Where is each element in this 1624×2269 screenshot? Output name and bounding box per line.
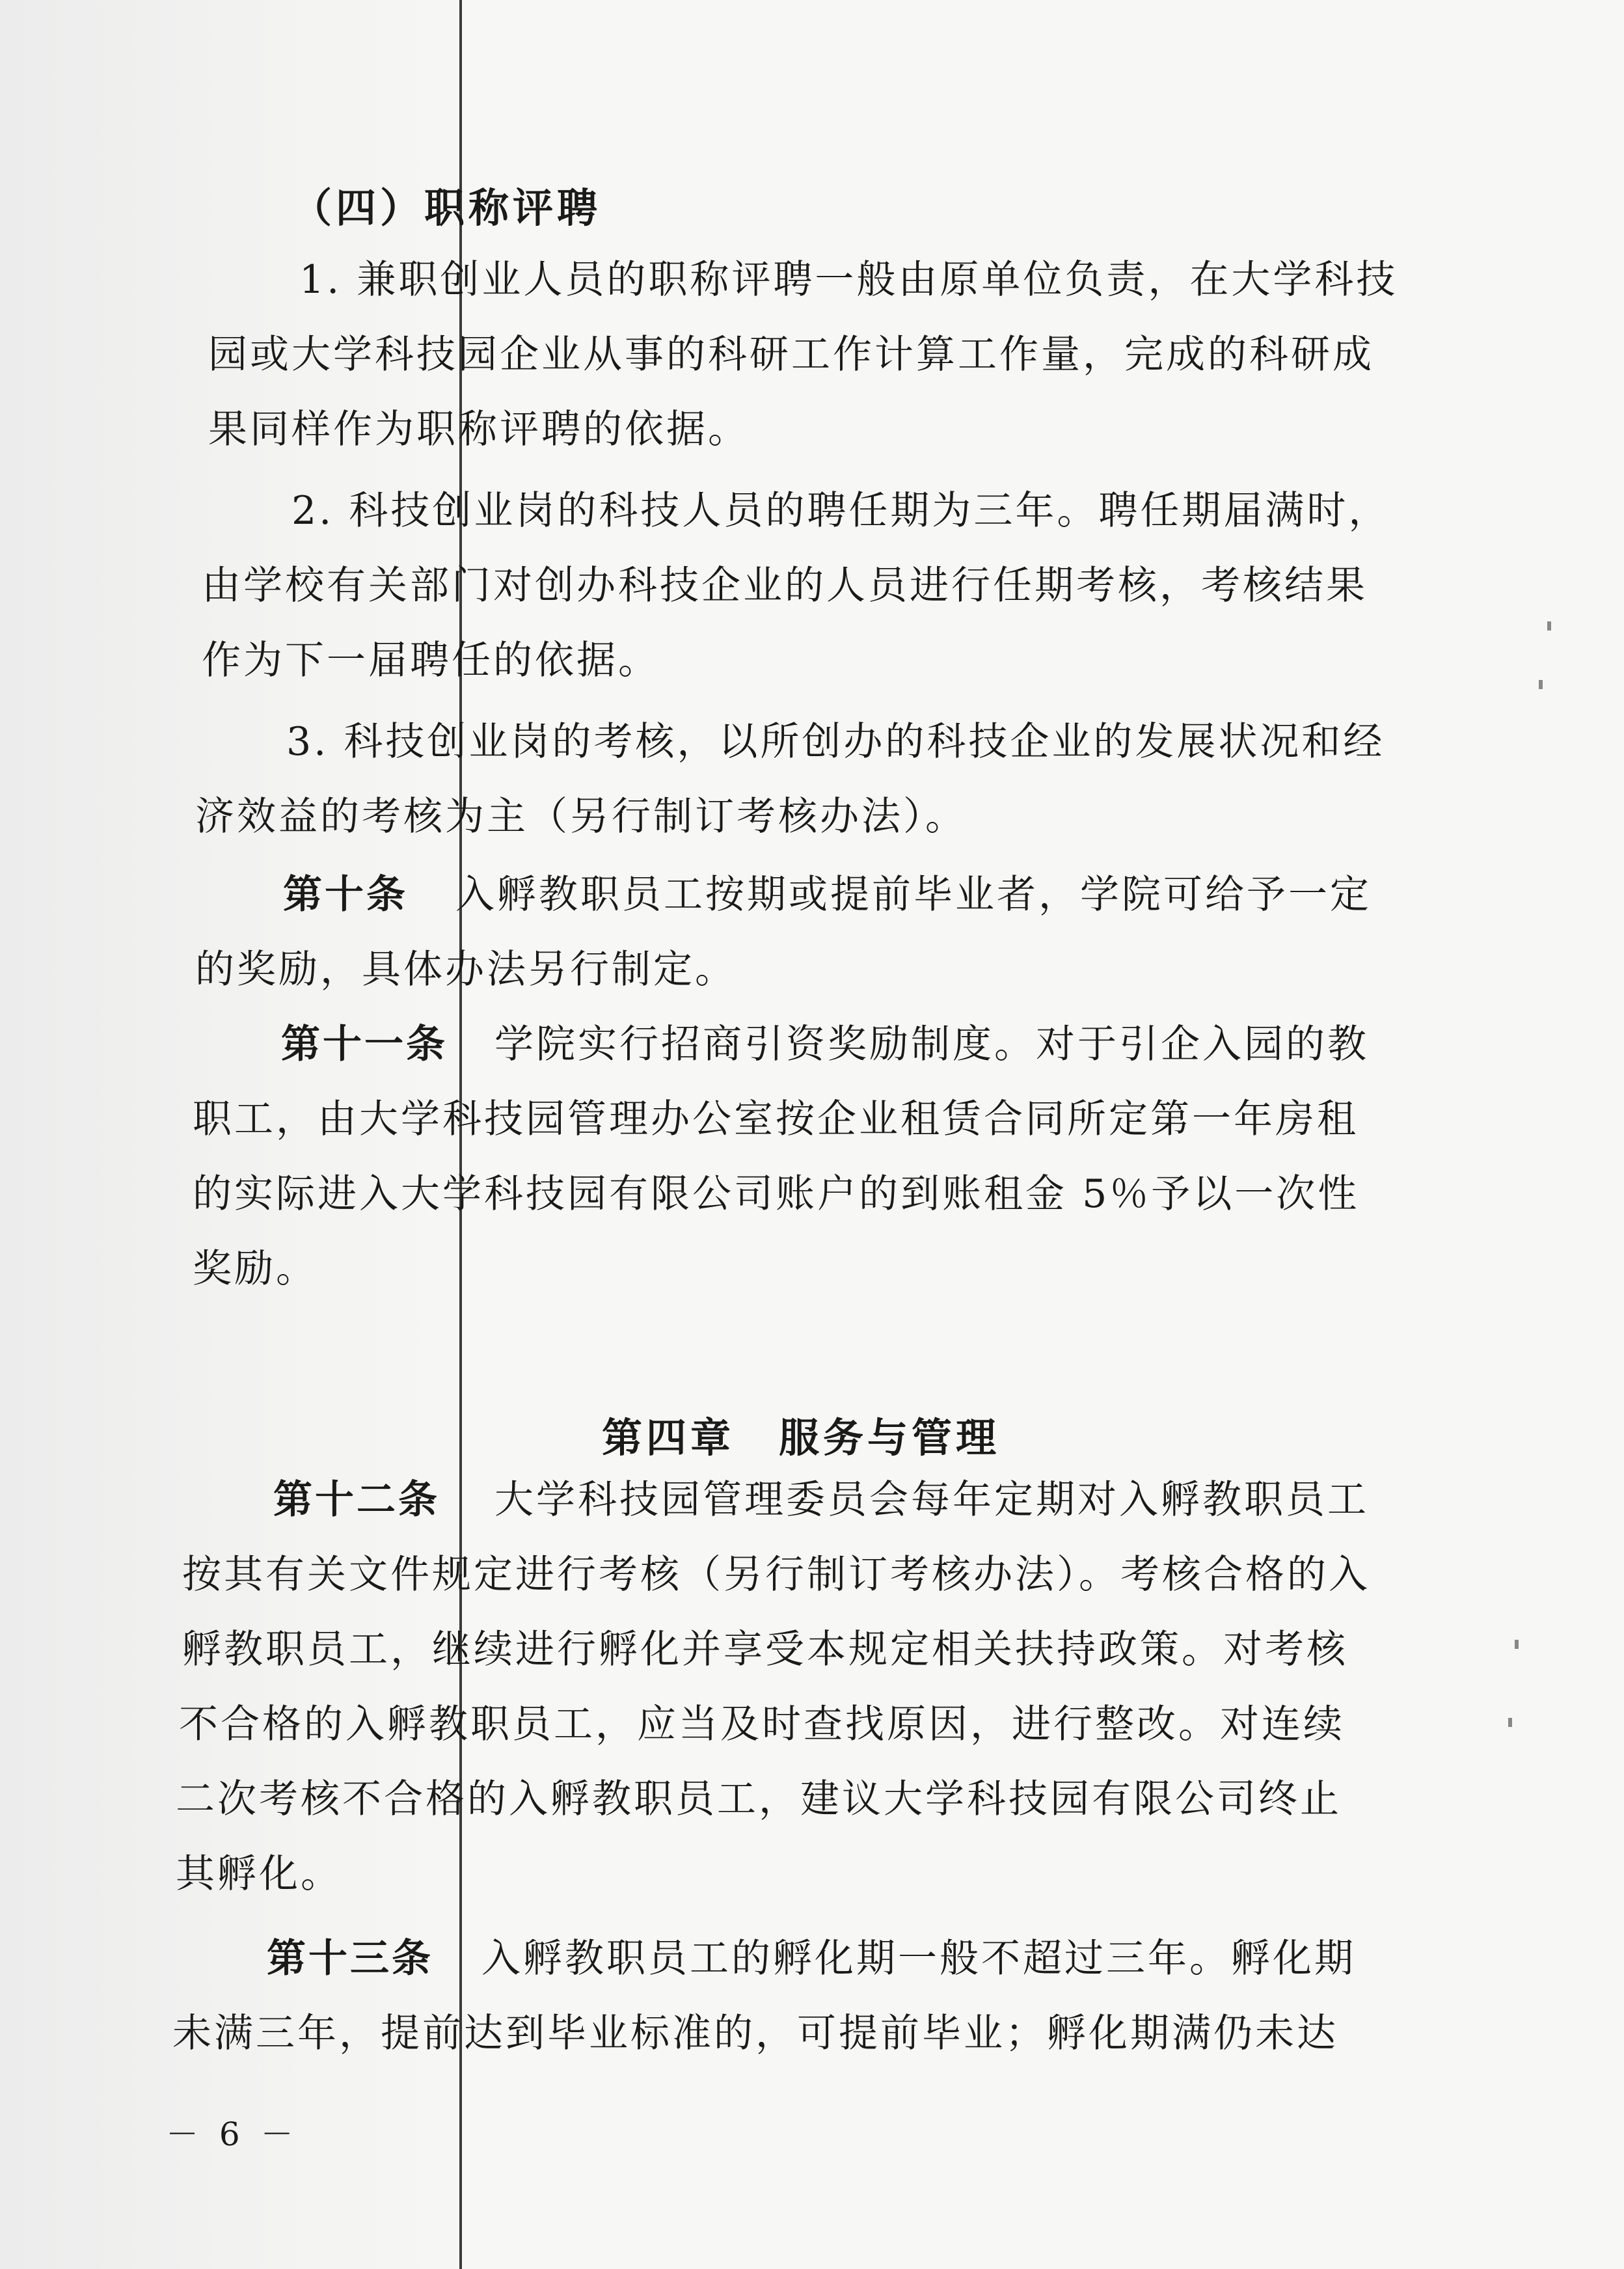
article-10-line-1: 入孵教职员工按期或提前毕业者，学院可给予一定 bbox=[455, 872, 1372, 917]
item-1-line-2: 园或大学科技园企业从事的科研工作计算工作量，完成的科研成 bbox=[208, 332, 1374, 377]
scan-speck bbox=[1508, 1718, 1512, 1727]
section-heading: （四）职称评聘 bbox=[291, 184, 602, 232]
article-12-label: 第十二条 bbox=[273, 1477, 440, 1523]
article-10-line-2: 的奖励，具体办法另行制定。 bbox=[195, 947, 737, 992]
scan-speck bbox=[1515, 1640, 1519, 1649]
article-13-line-1: 入孵教职员工的孵化期一般不超过三年。孵化期 bbox=[481, 1936, 1356, 1981]
item-3-line-1: 3. 科技创业岗的考核，以所创办的科技企业的发展状况和经 bbox=[286, 719, 1385, 765]
scan-speck bbox=[1547, 621, 1551, 631]
scan-speck bbox=[1539, 680, 1543, 689]
item-2-line-2: 由学校有关部门对创办科技企业的人员进行任期考核，考核结果 bbox=[202, 563, 1368, 608]
article-10-label: 第十条 bbox=[283, 872, 408, 917]
article-13-line-2: 未满三年，提前达到毕业标准的，可提前毕业；孵化期满仍未达 bbox=[172, 2011, 1338, 2056]
article-13-label: 第十三条 bbox=[267, 1936, 433, 1981]
article-12-line-4: 不合格的入孵教职员工，应当及时查找原因，进行整改。对连续 bbox=[179, 1702, 1345, 1747]
article-11-line-2: 职工，由大学科技园管理办公室按企业租赁合同所定第一年房租 bbox=[193, 1096, 1359, 1142]
item-1-line-1: 1. 兼职创业人员的职称评聘一般由原单位负责，在大学科技 bbox=[299, 257, 1398, 303]
item-1-line-3: 果同样作为职称评聘的依据。 bbox=[208, 407, 750, 452]
article-11-label: 第十一条 bbox=[281, 1022, 448, 1067]
article-11-line-1: 学院实行招商引资奖励制度。对于引企入园的教 bbox=[494, 1022, 1369, 1067]
chapter-heading: 第四章 服务与管理 bbox=[602, 1414, 1001, 1461]
article-12-line-2: 按其有关文件规定进行考核（另行制订考核办法）。考核合格的入 bbox=[182, 1552, 1370, 1597]
article-11-line-4: 奖励。 bbox=[193, 1246, 318, 1292]
article-12-line-6: 其孵化。 bbox=[176, 1851, 342, 1897]
item-2-line-3: 作为下一届聘任的依据。 bbox=[202, 638, 660, 683]
article-12-line-1: 大学科技园管理委员会每年定期对入孵教职员工 bbox=[494, 1477, 1369, 1523]
article-12-line-3: 孵教职员工，继续进行孵化并享受本规定相关扶持政策。对考核 bbox=[182, 1627, 1348, 1672]
page-number: － 6 － bbox=[166, 2115, 299, 2153]
item-3-line-2: 济效益的考核为主（另行制订考核办法）。 bbox=[195, 794, 967, 839]
article-12-line-5: 二次考核不合格的入孵教职员工，建议大学科技园有限公司终止 bbox=[176, 1776, 1342, 1822]
item-2-line-1: 2. 科技创业岗的科技人员的聘任期为三年。聘任期届满时， bbox=[291, 488, 1390, 534]
article-11-line-3: 的实际进入大学科技园有限公司账户的到账租金 5％予以一次性 bbox=[193, 1171, 1360, 1217]
